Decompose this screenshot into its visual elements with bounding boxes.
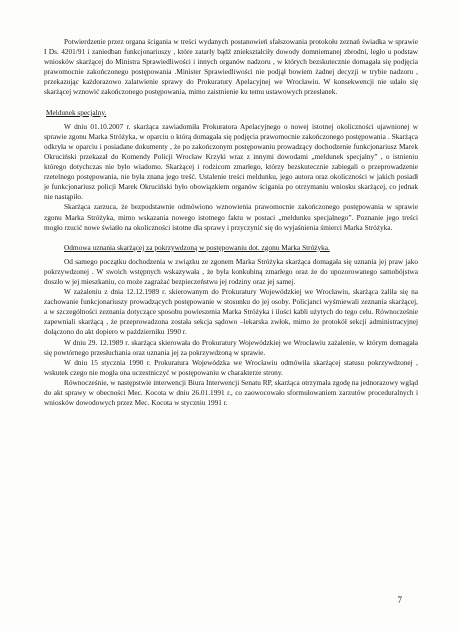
paragraph-odmowa-2: W zażaleniu z dnia 12.12.1989 r. skierowanym do Prokuratury Wojewódzkiej we Wrocławiu, skarżąca żaliła się na zachowanie funkcjonariuszy prowadzących postępowanie w stosunku do jej osoby. Policjanci wyśmiewali zeznania skarżącej, a w szczególności zeznania dotyczące sposobu powieszenia Marka Stróżyka i ilości kabli użytych do tego celu. Równocześnie zapewniali skarżącą , że przeprowadzona została sekcja sądowo –lekarska zwłok, mimo że protokół sekcji administracyjnej dołączono do akt dopiero w październiku 1990 r.	[44, 287, 418, 337]
paragraph-meldunek-2: Skarżąca zarzuca, że bezpodstawnie odmówiono wznowienia prawomocnie zakończonego postępowania w sprawie zgonu Marka Stróżyka, mimo wskazania nowego istotnego faktu w postaci „meldunku specjalnego”. Poznanie jego treści mogło rzucić nowe światło na okoliczności istotne dla sprawy i przyczynić się do wyjaśnienia śmierci Marka Stróżyka.	[44, 202, 418, 232]
paragraph-intro: Potwierdzenie przez organa ścigania w treści wydanych postanowień sfałszowania protokołu zeznań świadka w sprawie I Ds. 4201/91 i zaniedban funkcjonariuszy , które zatarły bądź zniekształciły dowody domniemanej zbrodni, legło u podstaw wniosków skarżącej do Ministra Sprawiedliwości i innych organów nadzoru , w których bezskutecznie domagała się podjęcia prawomocnie zakończonego postępowania .Minister Sprawiedliwości nie podjął bowiem żadnej decyzji w trybie nadzoru , przekazując każdorazowo zalatwienie sprawy do Prokuratury Apelacyjnej we Wrocławiu. W konsekwencji nie udało się skarżącej wznowić zakończonego postępowania, mimo zaistnienie ku temu ustawowych przesłanek.	[44, 37, 418, 97]
paragraph-meldunek-1: W dniu 01.10.2007 r. skarżąca zawiadomiła Prokuratora Apelacyjnego o nowej istotnej okoliczności ujawnionej w sprawie zgonu Marka Stróżyka, w oparciu o którą domagała się podjęcia prawomocnie zakończonego postępowania . Skarżąca odkryła w oparciu i posiadane dokumenty , że po zakończonym postępowaniu prowadzący dochodzenie funkcjonariusz Marek Okruciński przekazał do Komendy Policji Wrocław Krzyki wraz z innymi dowodami „meldunek specjalny” , o istnieniu którego dotychczas nie było wiadomo. Skarżącej i rodzicom zmarłego, którzy bezskutecznie zabiegali o przeprowadzenie rzetelnego postępowania, nie była znana jego treść. Ustalenie treści meldunku, jego autora oraz okoliczności w jakich posiadł je funkcjonariusz policji Marek Okruciński było obowiązkiem organów ścigania po otrzymaniu wniosku skarżącej, co jednak nie nastąpiło.	[44, 121, 418, 202]
paragraph-odmowa-1: Od samego początku dochodzenia w związku ze zgonem Marka Stróżyka skarżąca domagała się uznania jej praw jako pokrzywdzonej . W swoich wstępnych wskazywała , że była konkubiną zmarłego oraz że do upozorowanego samobójstwa doszło w jej mieszkaniu, co może zagrażać bezpieczeństwu jej rodziny oraz jej samej.	[44, 256, 418, 286]
document-body	[44, 37, 418, 408]
paragraph-odmowa-4: W dniu 15 stycznia 1990 r. Prokuratura Wojewódzka we Wrocławiu odmówiła skarżącej statusu pokrzywdzonej , wskutek czego nie mogła ona uczestniczyć w postępowaniu w charakterze strony.	[44, 357, 418, 377]
section-heading-meldunek: Meldunek specjalny.	[46, 107, 107, 117]
paragraph-odmowa-3: W dniu 29. 12.1989 r. skarżąca skierowała do Prokuratury Wojewódzkiej we Wrocławiu zażalenie, w którym domagała się powtórnego przesłuchania oraz uznania jej za pokrzywdzoną w sprawie.	[44, 337, 418, 357]
paragraph-odmowa-5: Równocześnie, w następstwie interwencji Biura Interwencji Senatu RP, skarżąca otrzymała zgodę na jednorazowy wgląd do akt sprawy w obecności Mec. Kocota w dniu 26.01.1991 r., co zaowocowało sformułowaniem zarzutów proceduralnych i wniosków dowodowych przez Mec. Kocota w styczniu 1991 r.	[44, 377, 418, 408]
section-heading-odmowa: Odmowa uznania skarżącej za pokrzywdzoną w postępowaniu dot. zgonu Marka Stróżyka.	[64, 242, 330, 252]
page-number: 7	[397, 595, 402, 605]
